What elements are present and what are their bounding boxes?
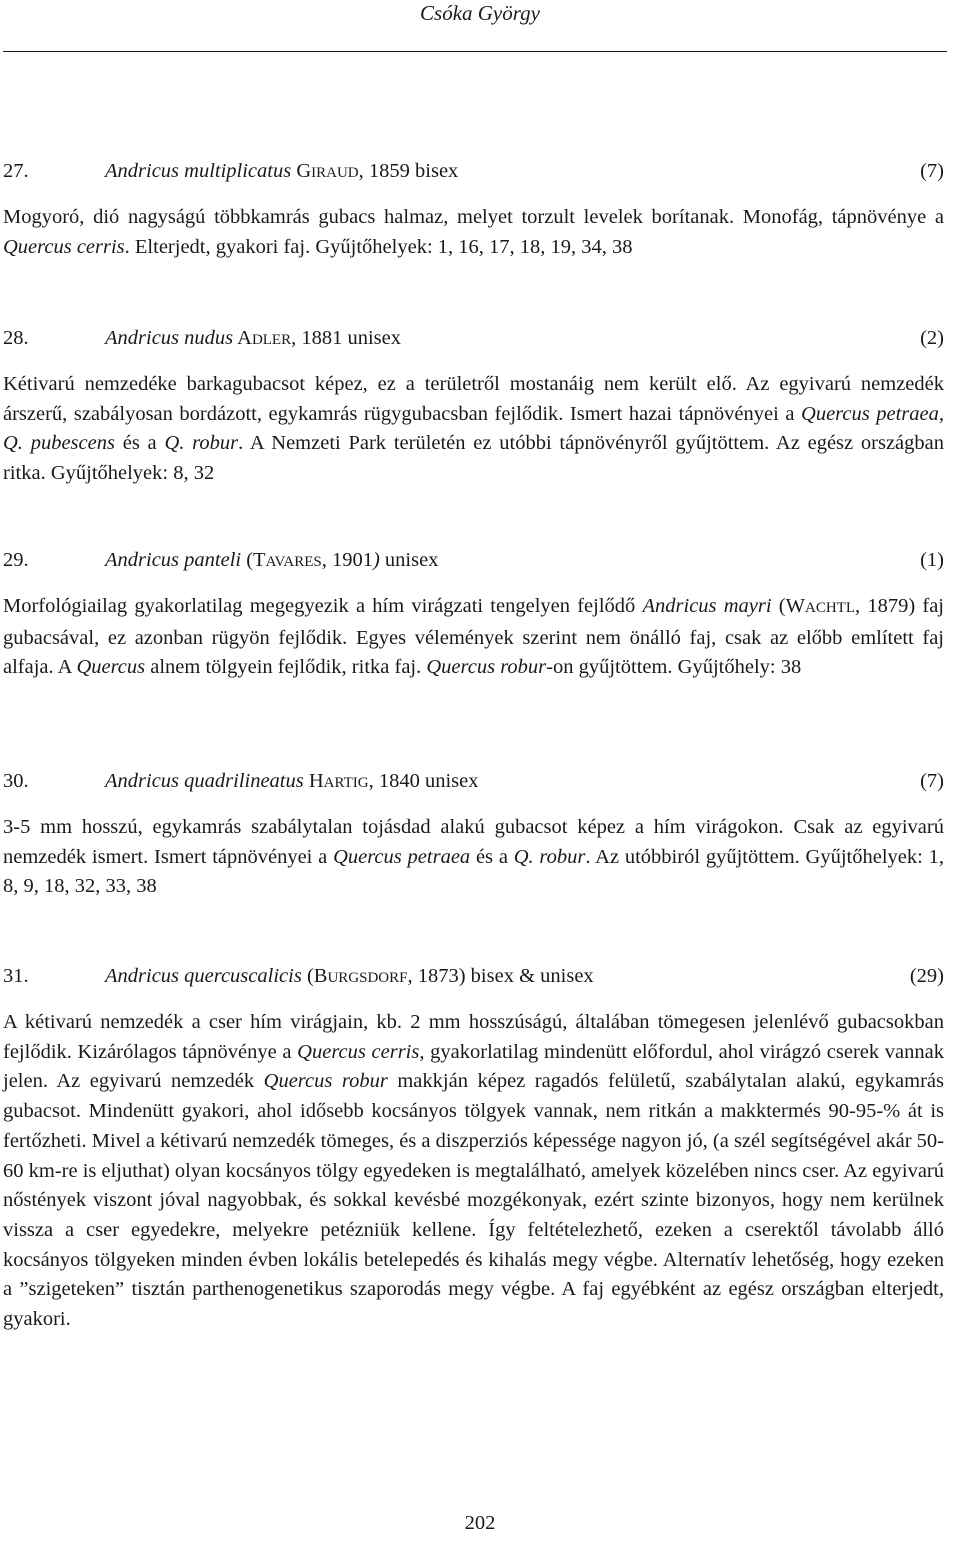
entry-number: 30. [3, 770, 29, 792]
species-author-smallcaps: ARTIG [323, 775, 369, 791]
species-binomial: Andricus quadrilineatus [105, 770, 304, 792]
species-name: Andricus panteli (TAVARES, 1901) unisex [105, 549, 439, 571]
species-binomial: Andricus panteli [105, 549, 242, 571]
species-binomial: Andricus multiplicatus [105, 160, 292, 182]
taxon-italic: Quercus cerris [3, 235, 125, 258]
taxon-italic: Quercus [76, 656, 146, 679]
species-author: BURGSDORF [313, 965, 408, 987]
species-entry-30 [3, 767, 944, 902]
entry-title [3, 962, 944, 990]
entry-description: Morfológiailag gyakorlatilag megegyezik a hím virágzati tengelyen fejlődő Andricus mayri (WACHTL, 1879) faj gubacsával, ez azonban rügyön fejlődik. Egyes vélemények szerint nem önálló faj, csak az előbb említett faj alfaja. A Quercus alnem tölgyein fejlődik, ritka faj. Quercus robur-on gyűjtöttem. Gyűjtőhely: 38 [3, 595, 944, 679]
species-author: GIRAUD [296, 160, 359, 182]
taxon-italic: Q. robur [513, 845, 586, 868]
entry-description: A kétivarú nemzedék a cser hím virágjain, kb. 2 mm hosszúságú, általában tömegesen jelenlévő gubacsokban fejlődik. Kizárólagos tápnövénye a Quercus cerris, gyakorlatilag mindenütt előfordul, ahol virágzó cserek vannak jelen. Az egyivarú nemzedék Quercus robur makkján képez ragadós felületű, szabálytalan alakú, egykamrás gubacsot. Mindenütt gyakori, ahol idősebb kocsányos tölgyek vannak, nem ritkán a makktermés 90-95-% át is fertőzheti. Mivel a kétivarú nemzedék tömeges, és a diszperziós képessége nagyon jó, (a szél segítségével akár 50-60 km-re is eljuthat) olyan kocsányos tölgy egyedeken is megtalálható, amelyek közelében nincs cser. Az egyivarú nőstények viszont jóval nagyobbak, és sokkal kevésbé mozgékonyak, ezért szinte bizonyos, hogy nem kerülnek vissza a cser egyedekre, melyekre petézniük kellene. Így feltételezhető, ezeken a cserektől távolabb álló kocsányos tölgyeken minden évben lokális betelepedés és kihalás megy végbe. Alternatív lehetőség, hogy ezeken a ”szigeteken” tisztán parthenogenetikus szaporodás megy végbe. A faj egyébként az egész országban elterjedt, gyakori. [3, 1011, 944, 1331]
specimen-count: (7) [920, 770, 944, 792]
specimen-count: (29) [909, 965, 944, 987]
taxon-italic: Quercus petraea, Q. pubescens [3, 402, 945, 455]
taxon-italic: Quercus robur [263, 1070, 388, 1093]
entry-number: 29. [3, 549, 29, 571]
taxon-italic: Andricus mayri [642, 595, 772, 617]
species-author: HARTIG [308, 770, 369, 792]
species-entry-27 [3, 157, 944, 262]
species-author-smallcaps: AVARES [265, 554, 322, 570]
species-binomial: Andricus nudus [105, 327, 234, 349]
species-entry-28 [3, 324, 944, 489]
species-name: Andricus quadrilineatus HARTIG, 1840 unisex [105, 770, 479, 792]
specimen-count: (7) [920, 160, 944, 182]
specimen-count: (1) [920, 549, 944, 571]
species-author-smallcaps: URGSDORF [327, 970, 408, 986]
specimen-count: (2) [920, 327, 944, 349]
species-binomial: Andricus quercuscalicis [105, 965, 302, 987]
entry-number: 27. [3, 160, 29, 182]
species-author-smallcaps: DLER [251, 332, 292, 348]
entry-description: Mogyoró, dió nagyságú többkamrás gubacs halmaz, melyet torzult levelek borítanak. Monofág, tápnövénye a Quercus cerris. Elterjedt, gyakori faj. Gyűjtőhelyek: 1, 16, 17, 18, 19, 34, 38 [3, 206, 944, 258]
header-rule [3, 51, 947, 52]
entry-number: 28. [3, 327, 29, 349]
entry-title [3, 157, 944, 185]
entry-title [3, 546, 944, 574]
taxon-italic: Quercus cerris [297, 1040, 420, 1063]
smallcaps-text: ACHTL [804, 600, 855, 616]
species-author: ADLER [237, 327, 292, 349]
taxon-italic: Quercus robur [426, 656, 547, 679]
entry-number: 31. [3, 965, 29, 987]
entry-title [3, 324, 944, 352]
entry-description: Kétivarú nemzedéke barkagubacsot képez, ez a területről mostanáig nem került elő. Az egyivarú nemzedék árszerű, szabályosan bordázott, egykamrás rügygubacsban fejlődik. Ismert hazai tápnövényei a Quercus petraea, Q. pubescens és a Q. robur. A Nemzeti Park területén ez utóbbi tápnövényről gyűjtöttem. Az egész országban ritka. Gyűjtőhelyek: 8, 32 [3, 373, 945, 485]
species-author-smallcaps: IRAUD [311, 165, 359, 181]
species-entry-31 [3, 962, 944, 1335]
entry-description: 3-5 mm hosszú, egykamrás szabálytalan tojásdad alakú gubacsot képez a hím virágokon. Csak az egyivarú nemzedék ismert. Ismert tápnövényei a Quercus petraea és a Q. robur. Az utóbbiról gyűjtöttem. Gyűjtőhelyek: 1, 8, 9, 18, 32, 33, 38 [3, 816, 944, 898]
entry-title [3, 767, 944, 795]
page-number: 202 [464, 1512, 496, 1534]
species-name: Andricus nudus ADLER, 1881 unisex [105, 327, 402, 349]
species-name: Andricus multiplicatus GIRAUD, 1859 bisex [105, 160, 459, 182]
year-paren: ) [372, 549, 380, 571]
species-entry-29 [3, 546, 944, 683]
taxon-italic: Q. robur [164, 432, 239, 455]
taxon-italic: Quercus petraea [333, 845, 471, 868]
species-name: Andricus quercuscalicis (BURGSDORF, 1873) bisex & unisex [105, 965, 594, 987]
running-header-author: Csóka György [420, 1, 540, 25]
species-author: TAVARES [253, 549, 322, 571]
